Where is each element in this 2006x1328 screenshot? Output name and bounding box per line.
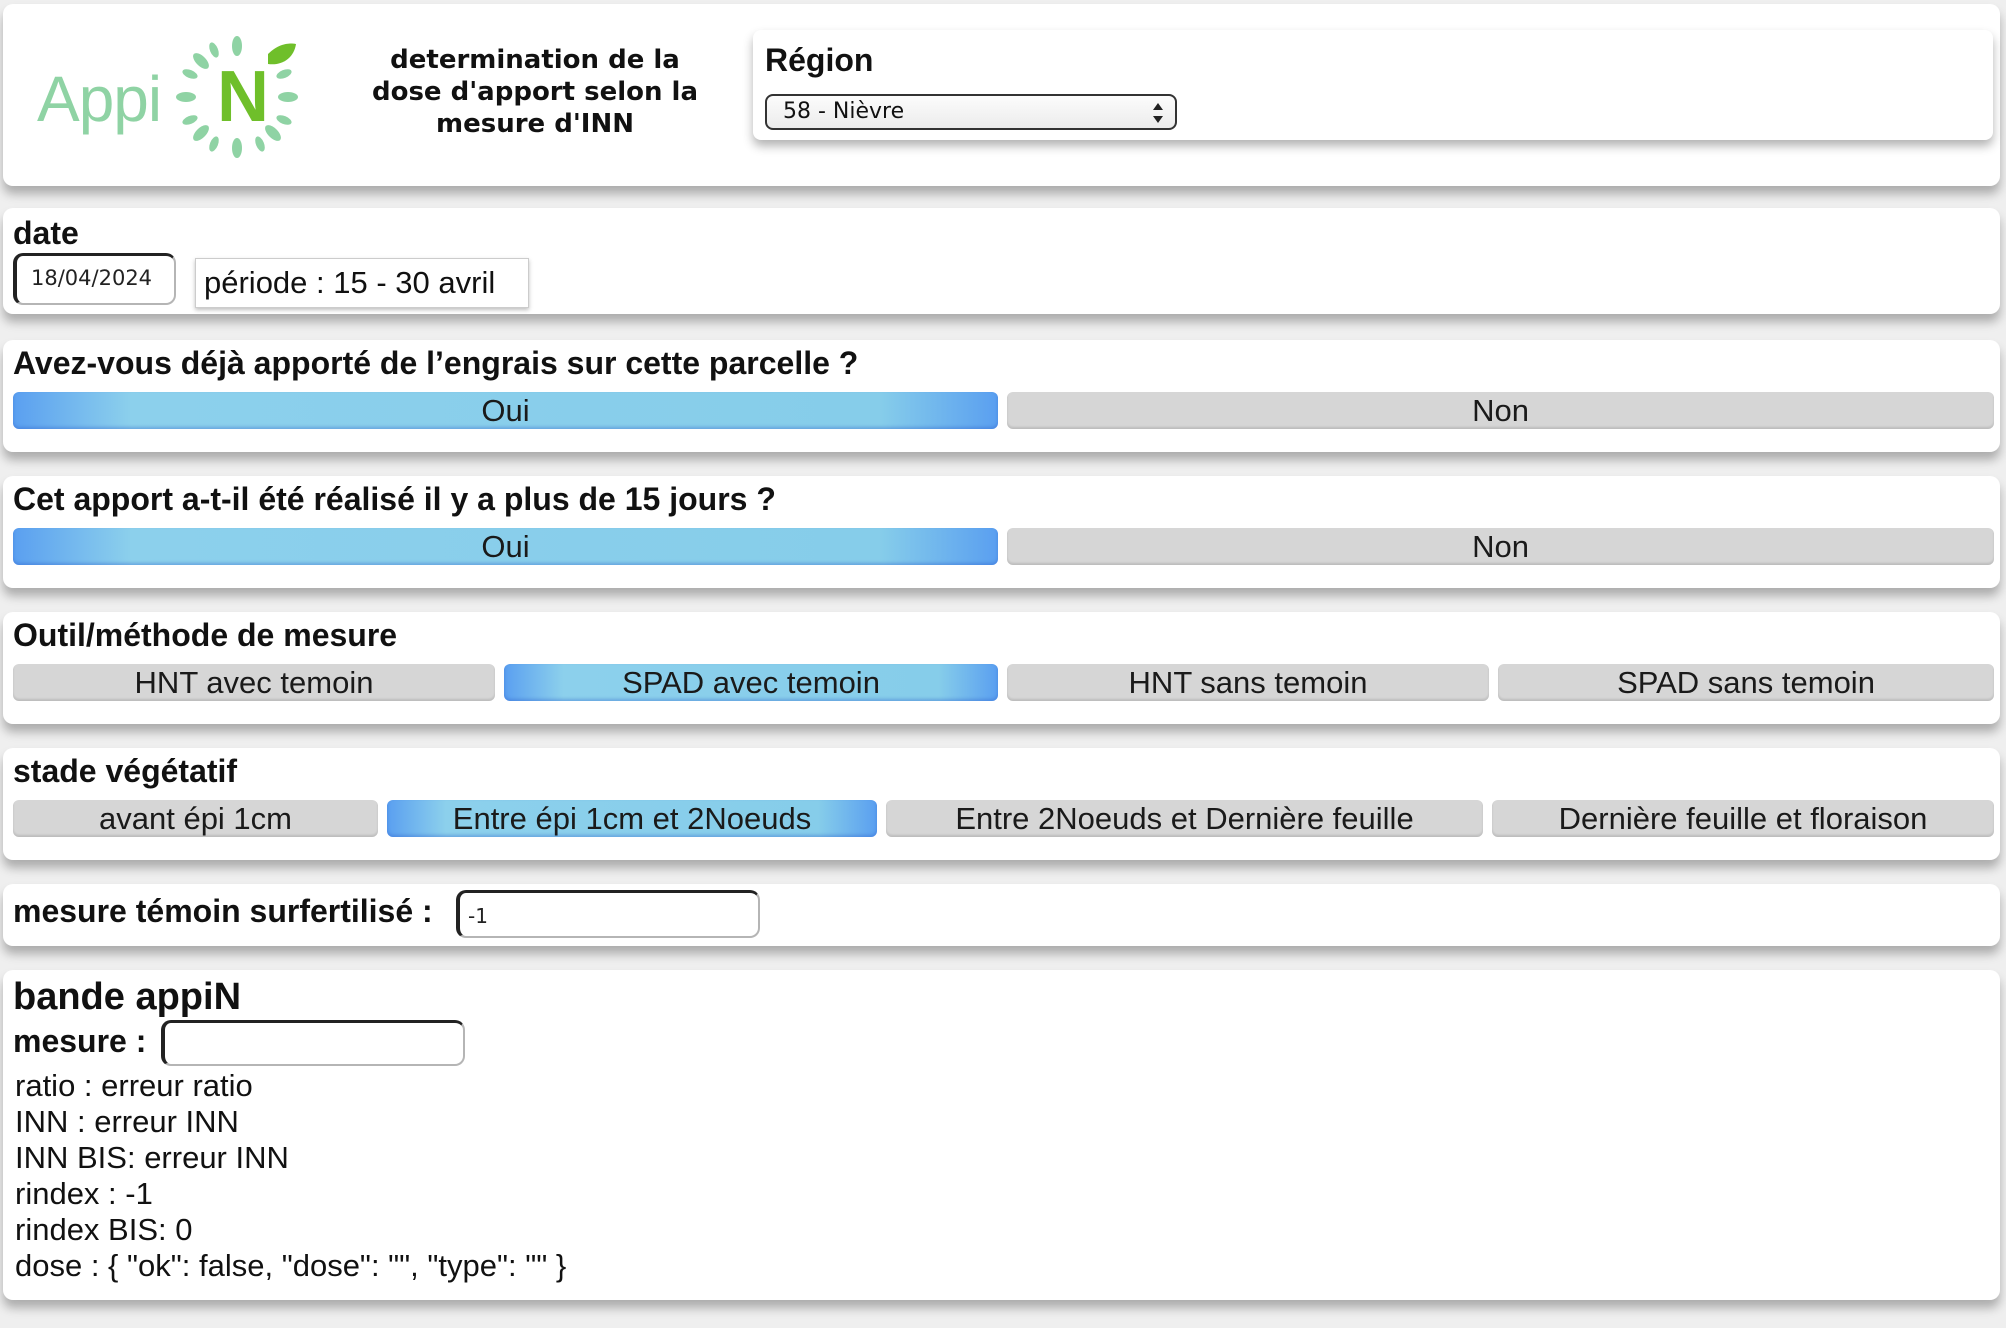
15-jours-oui-button[interactable]: Oui xyxy=(13,528,998,565)
outil-spad-sans-temoin-button[interactable]: SPAD sans temoin xyxy=(1498,664,1994,701)
outil-label: Outil/méthode de mesure xyxy=(13,617,398,653)
outil-spad-avec-temoin-button[interactable]: SPAD avec temoin xyxy=(504,664,998,701)
periode-text: période : 15 - 30 avril xyxy=(204,265,496,300)
select-arrows-icon xyxy=(1151,101,1165,125)
engrais-oui-button[interactable]: Oui xyxy=(13,392,998,429)
periode-box xyxy=(195,258,529,308)
result-rindex-bis: rindex BIS: 0 xyxy=(15,1212,193,1247)
temoin-label: mesure témoin surfertilisé : xyxy=(13,893,433,929)
stade-card xyxy=(3,748,2000,860)
outil-hnt-avec-temoin-button[interactable]: HNT avec temoin xyxy=(13,664,495,701)
date-card xyxy=(3,208,2000,314)
result-ratio: ratio : erreur ratio xyxy=(15,1068,253,1103)
temoin-card xyxy=(3,884,2000,946)
date-label: date xyxy=(13,215,79,251)
mesure-label: mesure : xyxy=(13,1023,147,1059)
bande-card xyxy=(3,970,2000,1300)
result-inn-bis: INN BIS: erreur INN xyxy=(15,1140,289,1175)
appin-logo xyxy=(37,32,297,162)
stade-avant-epi-button[interactable]: avant épi 1cm xyxy=(13,800,378,837)
result-rindex: rindex : -1 xyxy=(15,1176,153,1211)
result-dose: dose : { "ok": false, "dose": "", "type": "" } xyxy=(15,1248,567,1283)
logo-text-appi: Appi xyxy=(37,63,162,135)
region-select-value: 58 - Nièvre xyxy=(783,99,905,124)
15-jours-non-button[interactable]: Non xyxy=(1007,528,1994,565)
region-panel xyxy=(753,30,1993,140)
stade-derniere-feuille-floraison-button[interactable]: Dernière feuille et floraison xyxy=(1492,800,1994,837)
temoin-input[interactable] xyxy=(456,890,760,938)
logo-text-n: N xyxy=(217,57,269,137)
region-select[interactable] xyxy=(765,94,1177,130)
date-input[interactable] xyxy=(13,253,176,305)
question-engrais-label: Avez-vous déjà apporté de l’engrais sur cette parcelle ? xyxy=(13,345,859,381)
result-inn: INN : erreur INN xyxy=(15,1104,239,1139)
outil-card xyxy=(3,612,2000,724)
date-input-value: 18/04/2024 xyxy=(31,266,153,290)
stade-epi-2noeuds-button[interactable]: Entre épi 1cm et 2Noeuds xyxy=(387,800,877,837)
question-15-jours-card xyxy=(3,476,2000,588)
question-engrais-card xyxy=(3,340,2000,452)
mesure-input[interactable] xyxy=(161,1020,465,1066)
engrais-non-button[interactable]: Non xyxy=(1007,392,1994,429)
stade-2noeuds-derniere-feuille-button[interactable]: Entre 2Noeuds et Dernière feuille xyxy=(886,800,1483,837)
header-card xyxy=(3,4,2000,186)
stade-label: stade végétatif xyxy=(13,753,238,789)
page-title: determination de la dose d'apport selon la mesure d'INN xyxy=(371,45,699,139)
question-15-jours-label: Cet apport a-t-il été réalisé il y a plus de 15 jours ? xyxy=(13,481,776,517)
temoin-input-value: -1 xyxy=(468,904,488,928)
bande-title: bande appiN xyxy=(13,976,242,1018)
region-label: Région xyxy=(765,42,874,78)
outil-hnt-sans-temoin-button[interactable]: HNT sans temoin xyxy=(1007,664,1489,701)
